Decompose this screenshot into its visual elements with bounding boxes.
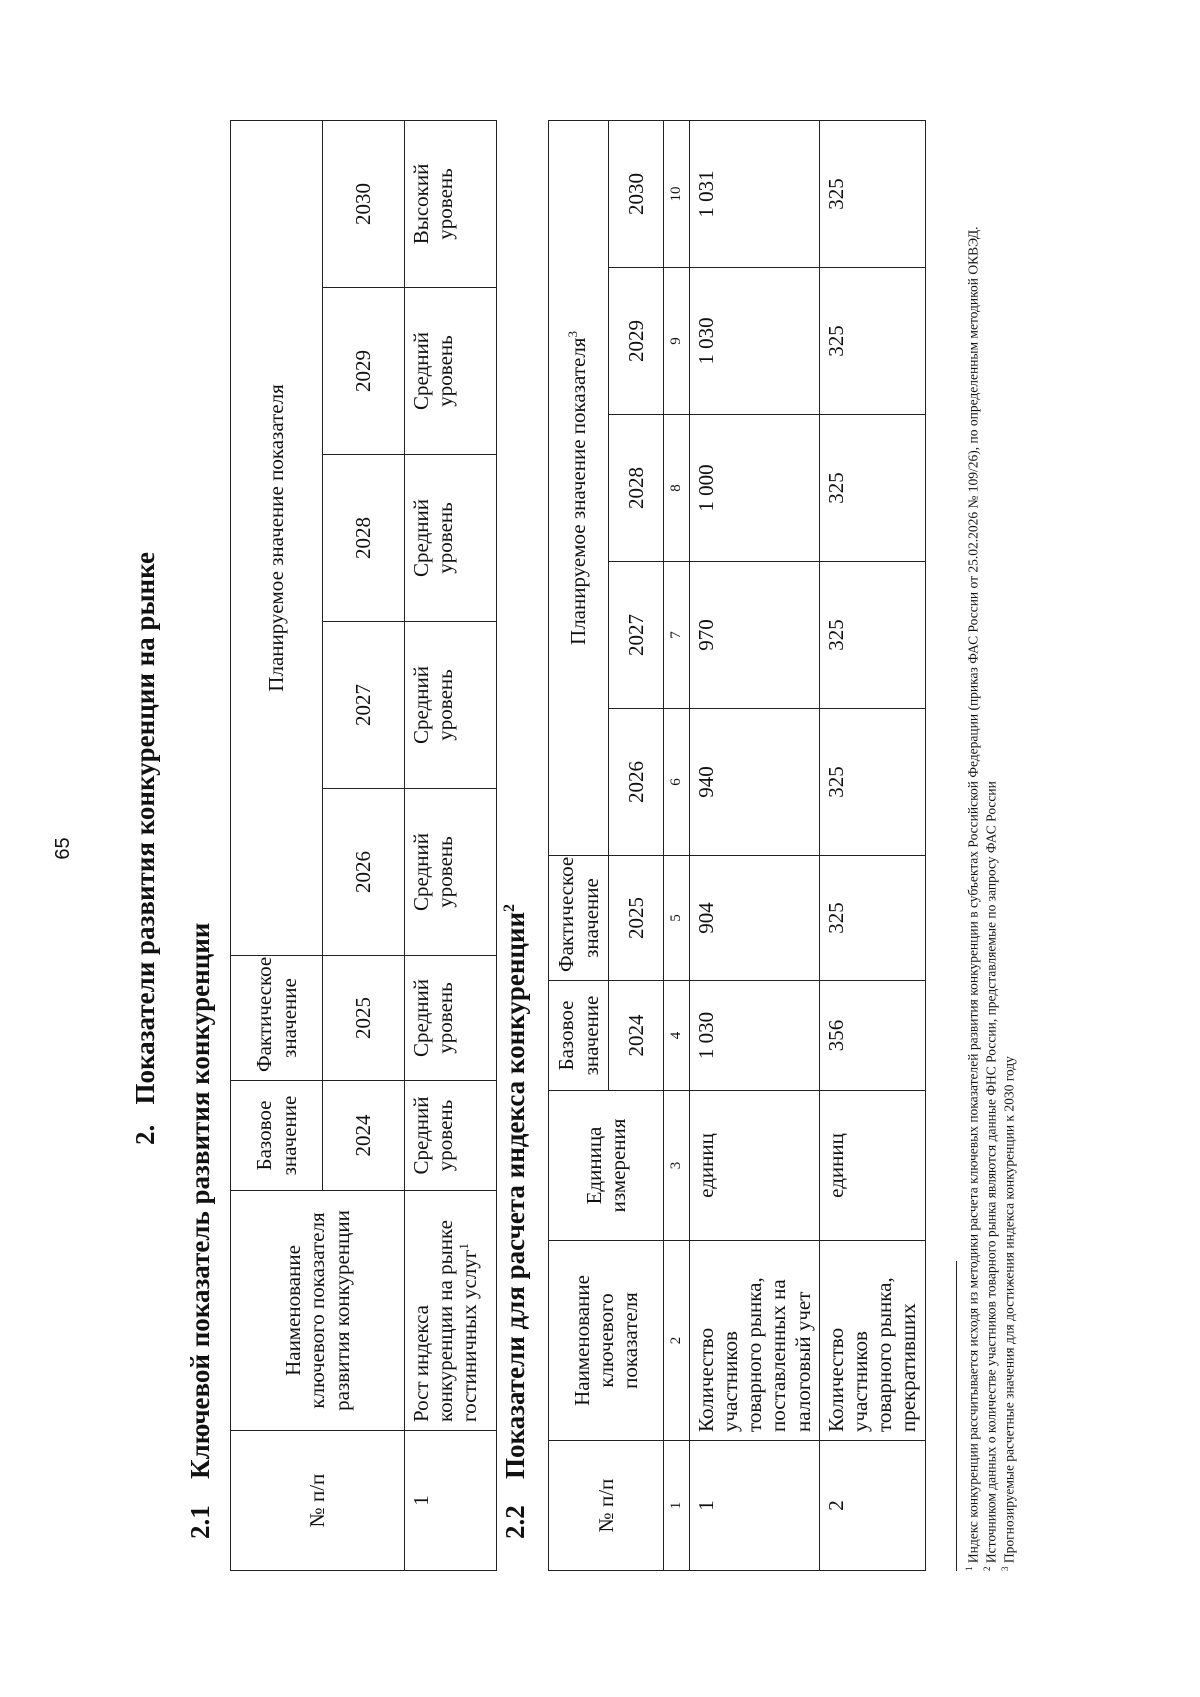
value-cell: 1 030 <box>690 268 820 415</box>
row-number: 1 <box>405 1431 497 1571</box>
row-number: 2 <box>820 1441 926 1571</box>
value-cell: 904 <box>690 856 820 981</box>
column-number: 3 <box>664 1091 690 1241</box>
subsection-title-text: Ключевой показатель развития конкуренции <box>185 922 215 1479</box>
value-cell: 1 000 <box>690 415 820 562</box>
year-cell: 2028 <box>609 415 664 562</box>
value-cell: Средний уровень <box>405 622 497 789</box>
value-cell: 940 <box>690 709 820 856</box>
footnote-mark: 2 <box>982 1566 993 1571</box>
subsection-number: 2.2 <box>500 1505 530 1539</box>
column-number: 5 <box>664 856 690 981</box>
value-cell: 325 <box>820 268 926 415</box>
footnote <box>982 121 1000 1571</box>
indicator-name-text: Рост индекса конкуренции на рынке гостиничных услуг <box>409 1220 482 1422</box>
footnote-separator <box>956 1261 957 1571</box>
column-number-row <box>664 121 690 1571</box>
value-cell: 1 030 <box>690 981 820 1091</box>
year-cell: 2029 <box>609 268 664 415</box>
value-cell: 325 <box>820 121 926 268</box>
year-cell: 2026 <box>323 789 405 956</box>
year-cell: 2025 <box>323 956 405 1081</box>
header-no: № п/п <box>231 1431 405 1571</box>
table-header-row <box>231 120 323 1570</box>
value-cell: Средний уровень <box>405 288 497 455</box>
footnote <box>964 121 982 1571</box>
column-number: 10 <box>664 121 690 268</box>
year-cell: 2030 <box>609 121 664 268</box>
indicator-name: Количество участников товарного рынка, прекративших <box>820 1241 926 1441</box>
header-no: № п/п <box>549 1441 664 1571</box>
header-indicator-name: Наименование ключевого показателя <box>549 1241 664 1441</box>
footnote-ref: 2 <box>501 903 518 912</box>
value-cell: 325 <box>820 562 926 709</box>
value-cell: 325 <box>820 415 926 562</box>
value-cell: Средний уровень <box>405 455 497 622</box>
value-cell: 1 031 <box>690 121 820 268</box>
footnote-text: Источником данных о количестве участников товарного рынка являются данные ФНС России, представляемые по запросу ФАС России <box>983 781 999 1564</box>
column-number: 2 <box>664 1241 690 1441</box>
section-number: 2. <box>130 1124 160 1145</box>
value-cell: 325 <box>820 856 926 981</box>
unit-cell: единиц <box>820 1091 926 1241</box>
subsection-2-1-title <box>185 923 216 1539</box>
value-cell: Средний уровень <box>405 1081 497 1191</box>
section-title <box>130 0 161 1697</box>
row-number: 1 <box>690 1441 820 1571</box>
column-number: 1 <box>664 1441 690 1571</box>
value-cell: Средний уровень <box>405 789 497 956</box>
value-cell: Средний уровень <box>405 956 497 1081</box>
footnote-ref: 3 <box>565 331 581 338</box>
header-base-value: Базовое значение <box>549 981 609 1091</box>
year-cell: 2024 <box>323 1081 405 1191</box>
column-number: 9 <box>664 268 690 415</box>
year-cell: 2024 <box>609 981 664 1091</box>
indicator-name: Количество участников товарного рынка, поставленных на налоговый учет <box>690 1241 820 1441</box>
section-title-text: Показатели развития конкуренции на рынке <box>130 552 160 1105</box>
year-cell: 2027 <box>609 562 664 709</box>
table-row <box>820 121 926 1571</box>
indicator-name <box>405 1191 497 1431</box>
footnote-text: Прогнозируемые расчетные значения для достижения индекса конкуренции к 2030 году <box>1001 1056 1017 1564</box>
header-indicator-name: Наименование ключевого показателя развития конкуренции <box>231 1191 405 1431</box>
column-number: 6 <box>664 709 690 856</box>
table-header-row <box>549 121 609 1571</box>
column-number: 7 <box>664 562 690 709</box>
subsection-title-text: Показатели для расчета индекса конкуренции <box>500 911 530 1479</box>
unit-cell: единиц <box>690 1091 820 1241</box>
value-cell: 325 <box>820 709 926 856</box>
header-planned-value: Планируемое значение показателя <box>231 120 323 955</box>
value-cell: 356 <box>820 981 926 1091</box>
header-planned-value <box>549 121 609 856</box>
table-row <box>690 121 820 1571</box>
subsection-2-2-title <box>500 904 531 1539</box>
header-planned-text: Планируемое значение показателя <box>566 337 591 645</box>
table-row <box>405 120 497 1570</box>
year-cell: 2027 <box>323 622 405 789</box>
value-cell: Высокий уровень <box>405 120 497 287</box>
year-cell: 2030 <box>323 120 405 287</box>
page-number: 65 <box>52 837 74 860</box>
subsection-number: 2.1 <box>185 1505 215 1539</box>
footnote-mark: 1 <box>964 1566 974 1571</box>
footnote <box>1000 121 1018 1571</box>
footnotes <box>964 121 1018 1571</box>
key-indicator-table <box>230 120 497 1571</box>
column-number: 8 <box>664 415 690 562</box>
year-cell: 2029 <box>323 288 405 455</box>
column-number: 4 <box>664 981 690 1091</box>
header-base-value: Базовое значение <box>231 1081 323 1191</box>
year-cell: 2028 <box>323 455 405 622</box>
header-unit: Единица измерения <box>549 1091 664 1241</box>
footnote-ref: 1 <box>456 1243 472 1250</box>
value-cell: 970 <box>690 562 820 709</box>
header-actual-value: Фактическое значение <box>549 856 609 981</box>
year-cell: 2025 <box>609 856 664 981</box>
header-actual-value: Фактическое значение <box>231 956 323 1081</box>
footnote-text: Индекс конкуренции рассчитывается исходя из методики расчета ключевых показателей развития конкуренции в субъектах Российской Федерации (приказ ФАС России от 25.02.2026 № 109/26), по определенным методикой ОКВЭД. <box>965 226 981 1564</box>
competition-index-table <box>548 120 926 1571</box>
year-cell: 2026 <box>609 709 664 856</box>
footnote-mark: 3 <box>1000 1566 1011 1571</box>
